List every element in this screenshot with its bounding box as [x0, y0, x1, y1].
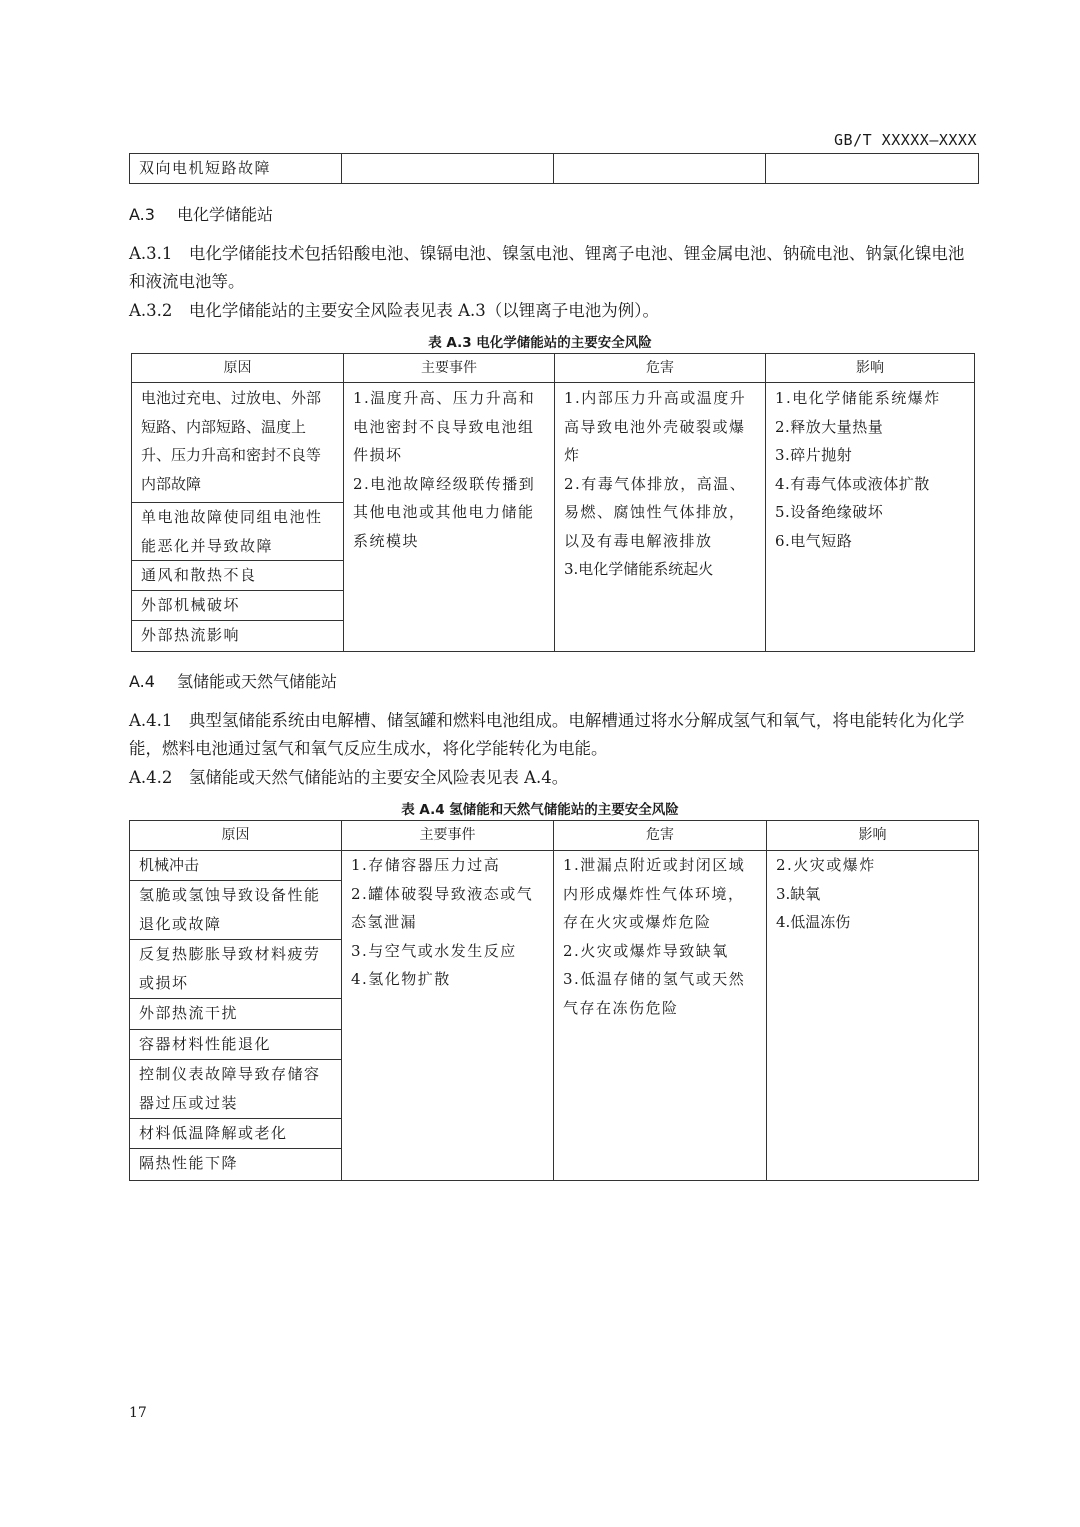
events-cell — [342, 851, 554, 1181]
column-header: 危害 — [555, 354, 766, 383]
table-cell: 双向电机短路故障 — [130, 154, 342, 184]
section-title: 氢储能或天然气储能站 — [177, 672, 338, 691]
hazards-cell — [555, 383, 766, 652]
list-item: 1.电化学储能系统爆炸 — [775, 389, 941, 407]
cause-cell: 电池过充电、过放电、外部短路、内部短路、温度上升、压力升高和密封不良等内部故障 — [132, 383, 344, 503]
table-header-row — [132, 354, 975, 383]
section-number: A.4 — [129, 672, 155, 691]
cause-cell: 控制仪表故障导致存储容器过压或过装 — [130, 1060, 342, 1119]
table-row — [132, 383, 975, 503]
list-item: 1.存储容器压力过高 — [351, 856, 501, 874]
document-number: GB/T XXXXX—XXXX — [834, 131, 977, 149]
list-item: 4.氢化物扩散 — [351, 970, 451, 988]
list-item: 3.碎片抛射 — [775, 446, 853, 464]
table-cell — [554, 154, 766, 184]
column-header: 主要事件 — [344, 354, 555, 383]
cause-cell: 外部热流干扰 — [130, 999, 342, 1030]
cause-cell: 隔热性能下降 — [130, 1149, 342, 1181]
list-item: 2.火灾或爆炸 — [776, 856, 876, 874]
table-cell — [342, 154, 554, 184]
list-item: 4.低温冻伤 — [776, 913, 851, 931]
impacts-cell — [766, 383, 975, 652]
cause-cell: 材料低温降解或老化 — [130, 1119, 342, 1149]
cause-cell: 容器材料性能退化 — [130, 1030, 342, 1060]
list-item: 2.火灾或爆炸导致缺氧 — [563, 941, 729, 960]
list-item: 3.缺氧 — [776, 884, 821, 903]
cause-cell: 外部机械破坏 — [132, 591, 344, 621]
list-item: 1.内部压力升高或温度升高导致电池外壳破裂或爆炸 — [564, 389, 747, 464]
column-header: 主要事件 — [342, 821, 554, 851]
list-item: 1.泄漏点附近或封闭区域内形成爆炸性气体环境，存在火灾或爆炸危险 — [563, 856, 746, 931]
list-item: 2.释放大量热量 — [775, 417, 884, 436]
column-header: 原因 — [130, 821, 342, 851]
previous-table-continuation — [129, 153, 979, 184]
table-caption-a4: 表 A.4 氢储能和天然气储能站的主要安全风险 — [401, 802, 679, 818]
cause-cell: 单电池故障使同组电池性能恶化并导致故障 — [132, 503, 344, 561]
column-header: 原因 — [132, 354, 344, 383]
paragraph-a3-2: A.3.2 电化学储能站的主要安全风险表见表 A.3（以锂离子电池为例）。 — [129, 301, 660, 320]
list-item: 5.设备绝缘破坏 — [775, 503, 884, 521]
table-row — [130, 851, 979, 881]
page-number: 17 — [129, 1405, 147, 1421]
section-heading-a3 — [129, 202, 273, 225]
events-cell — [344, 383, 555, 652]
list-item: 3.与空气或水发生反应 — [351, 941, 517, 960]
table-cell — [766, 154, 979, 184]
table-row — [130, 154, 979, 184]
column-header: 影响 — [767, 821, 979, 851]
paragraph-a4-2: A.4.2 氢储能或天然气储能站的主要安全风险表见表 A.4。 — [129, 768, 569, 787]
list-item: 2.罐体破裂导致液态或气态氢泄漏 — [351, 884, 534, 931]
impacts-cell — [767, 851, 979, 1181]
table-a3 — [131, 353, 975, 652]
hazards-cell — [554, 851, 767, 1181]
list-item: 1.温度升高、压力升高和电池密封不良导致电池组件损坏 — [353, 389, 536, 464]
cause-cell: 外部热流影响 — [132, 621, 344, 652]
list-item: 3.低温存储的氢气或天然气存在冻伤危险 — [563, 970, 746, 1017]
list-item: 2.有毒气体排放，高温、易燃、腐蚀性气体排放，以及有毒电解液排放 — [564, 474, 747, 550]
section-title: 电化学储能站 — [177, 205, 274, 224]
paragraph-a3-1: A.3.1 电化学储能技术包括铅酸电池、镍镉电池、镍氢电池、锂离子电池、锂金属电池、钠硫电池、钠氯化镍电池和液流电池等。 — [129, 244, 965, 291]
cause-cell: 通风和散热不良 — [132, 561, 344, 591]
list-item: 4.有毒气体或液体扩散 — [775, 474, 930, 493]
section-number: A.3 — [129, 205, 155, 224]
column-header: 影响 — [766, 354, 975, 383]
paragraph-a4-1: A.4.1 典型氢储能系统由电解槽、储氢罐和燃料电池组成。电解槽通过将水分解成氢气和氧气，将电能转化为化学能，燃料电池通过氢气和氧气反应生成水，将化学能转化为电能。 — [129, 711, 965, 758]
list-item: 6.电气短路 — [775, 531, 853, 550]
cause-cell: 机械冲击 — [130, 851, 342, 881]
list-item: 2.电池故障经级联传播到其他电池或其他电力储能系统模块 — [353, 474, 536, 550]
list-item: 3.电化学储能系统起火 — [564, 560, 714, 578]
section-heading-a4 — [129, 669, 337, 692]
table-header-row — [130, 821, 979, 851]
cause-cell: 反复热膨胀导致材料疲劳或损坏 — [130, 940, 342, 999]
column-header: 危害 — [554, 821, 767, 851]
table-a4 — [129, 820, 979, 1181]
table-caption-a3: 表 A.3 电化学储能站的主要安全风险 — [428, 335, 652, 351]
cause-cell: 氢脆或氢蚀导致设备性能退化或故障 — [130, 881, 342, 940]
